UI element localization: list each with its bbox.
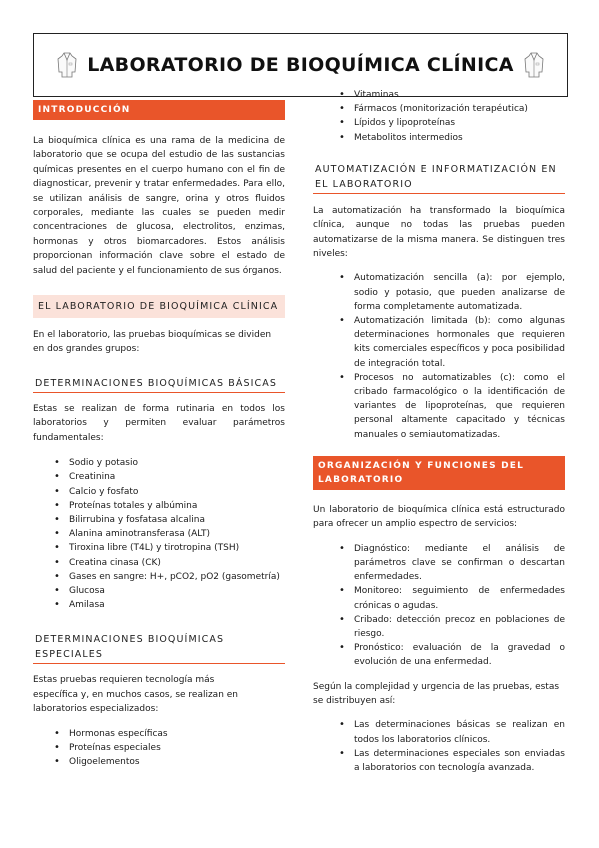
list-item: • Oligoelementos bbox=[50, 755, 285, 769]
list-item: • Cribado: detección precoz en poblaciones de riesgo. bbox=[335, 613, 565, 641]
list-item: • Lípidos y lipoproteínas bbox=[335, 116, 565, 130]
list-item: • Las determinaciones especiales son enviadas a laboratorios con tecnología avanzada. bbox=[335, 747, 565, 775]
special-heading: DETERMINACIONES BIOQUÍMICAS ESPECIALES bbox=[33, 630, 285, 664]
list-item: • Fármacos (monitorización terapéutica) bbox=[335, 102, 565, 116]
list-item: • Alanina aminotransferasa (ALT) bbox=[50, 527, 285, 541]
basic-text: Estas se realizan de forma rutinaria en todos los laboratorios y permiten evaluar parámetros fundamentales: bbox=[33, 403, 285, 443]
list-item: • Creatina cinasa (CK) bbox=[50, 556, 285, 570]
auto-text: La automatización ha transformado la bioquímica clínica, aunque no todas las pruebas pueden automatizarse de la misma manera. Se distinguen tres niveles: bbox=[313, 205, 565, 260]
right-column bbox=[313, 88, 565, 775]
page-title: LABORATORIO DE BIOQUÍMICA CLÍNICA bbox=[87, 54, 514, 76]
intro-heading: INTRODUCCIÓN bbox=[33, 100, 285, 120]
auto-heading: AUTOMATIZACIÓN E INFORMATIZACIÓN EN EL LABORATORIO bbox=[313, 160, 565, 194]
list-item: • Glucosa bbox=[50, 584, 285, 598]
lab-heading: EL LABORATORIO DE BIOQUÍMICA CLÍNICA bbox=[33, 295, 285, 318]
special-list bbox=[33, 727, 285, 770]
basic-list bbox=[33, 456, 285, 612]
list-item: • Vitaminas bbox=[335, 88, 565, 102]
list-item: • Tiroxina libre (T4L) y tirotropina (TSH) bbox=[50, 541, 285, 555]
list-item: • Proteínas totales y albúmina bbox=[50, 499, 285, 513]
list-item: • Creatinina bbox=[50, 470, 285, 484]
org-list bbox=[313, 542, 565, 670]
list-item: • Monitoreo: seguimiento de enfermedades crónicas o agudas. bbox=[335, 584, 565, 612]
org-list-2 bbox=[313, 718, 565, 775]
list-item: • Gases en sangre: H+, pCO2, pO2 (gasometría) bbox=[50, 570, 285, 584]
list-item: • Amilasa bbox=[50, 598, 285, 612]
list-item: • Bilirrubina y fosfatasa alcalina bbox=[50, 513, 285, 527]
lab-coat-icon bbox=[57, 52, 77, 78]
lab-coat-icon bbox=[524, 52, 544, 78]
special-text: Estas pruebas requieren tecnología más específica y, en muchos casos, se realizan en laboratorios especializados: bbox=[33, 675, 239, 715]
list-item: • Procesos no automatizables (c): como el cribado farmacológico o la identificación de variantes de lipoproteínas, que requieren personal altamente capacitado y técnicas manuales o semiautomatizadas. bbox=[335, 371, 565, 442]
list-item: • Sodio y potasio bbox=[50, 456, 285, 470]
lab-text: En el laboratorio, las pruebas bioquímicas se dividen en dos grandes grupos: bbox=[33, 330, 272, 355]
list-item: • Las determinaciones básicas se realizan en todos los laboratorios clínicos. bbox=[335, 718, 565, 746]
special-list-continued bbox=[313, 88, 565, 145]
list-item: • Pronóstico: evaluación de la gravedad o evolución de una enfermedad. bbox=[335, 641, 565, 669]
intro-text: La bioquímica clínica es una rama de la medicina de laboratorio que se ocupa del estudio de las sustancias químicas presentes en el cuerpo humano con el fin de diagnosticar, prevenir y tratar enfermedades. Para ello, se utilizan análisis de sangre, orina y otros fluidos corporales, mediante las cuales se pueden medir concentraciones de glucosa, electrolitos, enzimas, hormonas y otros biomarcadores. Estos análisis proporcionan información clave sobre el estado de salud del paciente y el funcionamiento de sus órganos. bbox=[33, 136, 285, 276]
list-item: • Calcio y fosfato bbox=[50, 485, 285, 499]
org-text: Un laboratorio de bioquímica clínica está estructurado para ofrecer un amplio espectro de servicios: bbox=[313, 504, 565, 530]
basic-heading: DETERMINACIONES BIOQUÍMICAS BÁSICAS bbox=[33, 374, 285, 393]
left-column bbox=[33, 100, 285, 769]
list-item: • Diagnóstico: mediante el análisis de parámetros clave se confirman o descartan enfermedades. bbox=[335, 542, 565, 585]
org-heading: ORGANIZACIÓN Y FUNCIONES DEL LABORATORIO bbox=[313, 456, 565, 490]
list-item: • Automatización sencilla (a): por ejemplo, sodio y potasio, que pueden analizarse de forma completamente automatizada. bbox=[335, 271, 565, 314]
auto-list bbox=[313, 271, 565, 441]
list-item: • Hormonas específicas bbox=[50, 727, 285, 741]
list-item: • Automatización limitada (b): como algunas determinaciones hormonales que requieren kits comerciales específicos y poca posibilidad de integración total. bbox=[335, 314, 565, 371]
org-text-2: Según la complejidad y urgencia de las pruebas, estas se distribuyen así: bbox=[313, 681, 560, 706]
list-item: • Proteínas especiales bbox=[50, 741, 285, 755]
list-item: • Metabolitos intermedios bbox=[335, 131, 565, 145]
